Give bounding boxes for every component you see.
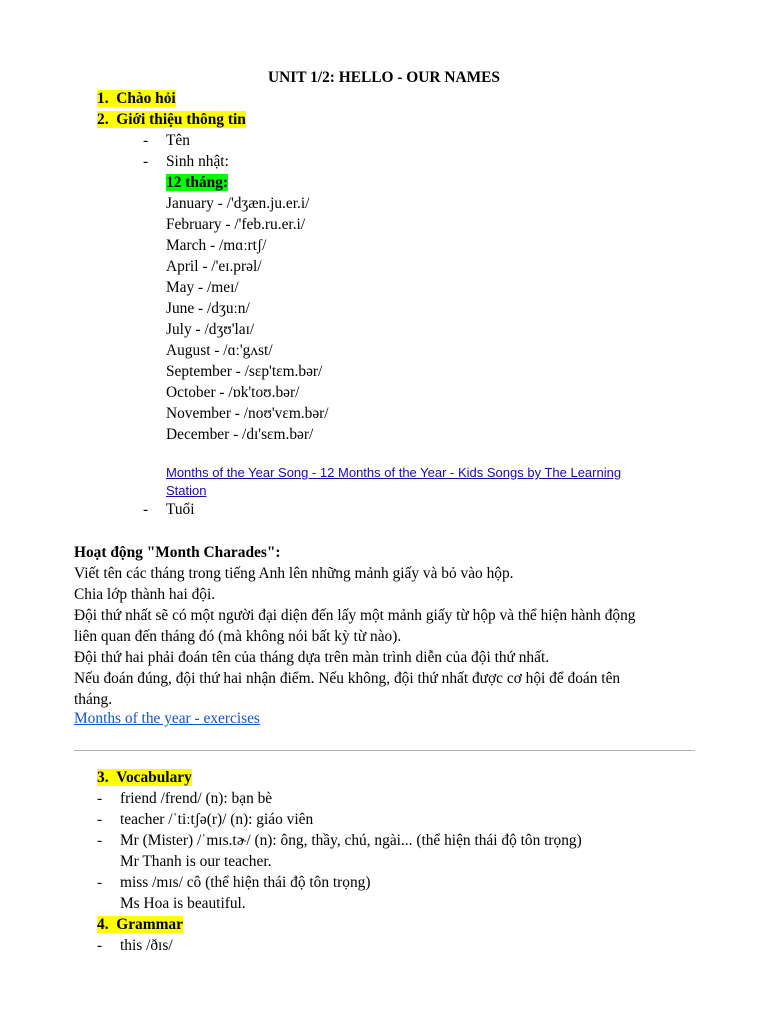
dash-bullet: - bbox=[97, 937, 103, 954]
section-3-number: 3. bbox=[97, 769, 109, 786]
dash-bullet: - bbox=[97, 790, 103, 807]
section-1-number: 1. bbox=[97, 90, 109, 107]
dash-bullet: - bbox=[97, 832, 103, 849]
section-3-label: Vocabulary bbox=[116, 769, 192, 786]
vocab-mr-example: Mr Thanh is our teacher. bbox=[120, 853, 272, 870]
activity-line: Đội thứ nhất sẽ có một người đại diện đến lấy một mảnh giấy từ hộp và thể hiện hành động bbox=[74, 607, 636, 624]
month-item: September - /sɛp'tɛm.bər/ bbox=[166, 363, 323, 380]
dash-bullet: - bbox=[143, 132, 149, 149]
info-item-name: Tên bbox=[166, 132, 190, 149]
activity-line: Đội thứ hai phải đoán tên của tháng dựa trên màn trình diễn của đội thứ nhất. bbox=[74, 649, 550, 666]
vocab-miss: miss /mɪs/ cô (thể hiện thái độ tôn trọng) bbox=[120, 874, 371, 891]
month-item: December - /dɪ'sɛm.bər/ bbox=[166, 426, 314, 443]
activity-line: Nếu đoán đúng, đội thứ hai nhận điểm. Nếu không, đội thứ nhất được cơ hội để đoán tên bbox=[74, 670, 621, 687]
section-3-heading bbox=[97, 768, 192, 788]
dash-bullet: - bbox=[143, 501, 149, 518]
month-item: May - /meɪ/ bbox=[166, 279, 239, 296]
vocab-teacher: teacher /ˈtiːtʃə(r)/ (n): giáo viên bbox=[120, 811, 314, 828]
page-title: UNIT 1/2: HELLO - OUR NAMES bbox=[268, 69, 500, 86]
horizontal-divider bbox=[74, 750, 695, 751]
month-item: April - /'eɪ.prəl/ bbox=[166, 258, 262, 275]
month-item: October - /ɒk'toʊ.bər/ bbox=[166, 384, 300, 401]
section-1-heading bbox=[97, 89, 176, 109]
section-1-label: Chào hỏi bbox=[116, 90, 176, 107]
months-heading: 12 tháng: bbox=[166, 174, 228, 191]
exercise-link[interactable]: Months of the year - exercises bbox=[74, 710, 260, 727]
month-item: November - /noʊ'vɛm.bər/ bbox=[166, 405, 329, 422]
vocab-friend: friend /frend/ (n): bạn bè bbox=[120, 790, 273, 807]
activity-line: Chia lớp thành hai đội. bbox=[74, 586, 216, 603]
month-item: March - /mɑːrtʃ/ bbox=[166, 237, 267, 254]
song-link-line-2[interactable]: Station bbox=[166, 483, 207, 498]
month-item: January - /'dʒæn.ju.er.i/ bbox=[166, 195, 310, 212]
info-item-birthday: Sinh nhật: bbox=[166, 153, 229, 170]
song-link-line-1[interactable]: Months of the Year Song - 12 Months of the Year - Kids Songs by The Learning bbox=[166, 465, 622, 480]
activity-heading: Hoạt động "Month Charades": bbox=[74, 544, 281, 561]
activity-line: Viết tên các tháng trong tiếng Anh lên những mảnh giấy và bỏ vào hộp. bbox=[74, 565, 514, 582]
section-2-label: Giới thiệu thông tin bbox=[116, 111, 246, 128]
section-4-heading bbox=[97, 915, 183, 935]
activity-line: tháng. bbox=[74, 691, 113, 708]
month-item: July - /dʒʊ'laɪ/ bbox=[166, 321, 255, 338]
info-item-age: Tuổi bbox=[166, 501, 195, 518]
section-4-number: 4. bbox=[97, 916, 109, 933]
section-2-heading bbox=[97, 110, 246, 130]
grammar-this: this /ðɪs/ bbox=[120, 937, 173, 954]
dash-bullet: - bbox=[97, 874, 103, 891]
vocab-miss-example: Ms Hoa is beautiful. bbox=[120, 895, 246, 912]
section-2-number: 2. bbox=[97, 111, 109, 128]
month-item: February - /'feb.ru.er.i/ bbox=[166, 216, 306, 233]
month-item: August - /ɑː'gʌst/ bbox=[166, 342, 273, 359]
dash-bullet: - bbox=[143, 153, 149, 170]
month-item: June - /dʒuːn/ bbox=[166, 300, 250, 317]
section-4-label: Grammar bbox=[116, 916, 183, 933]
vocab-mr: Mr (Mister) /ˈmɪs.tɚ/ (n): ông, thầy, chú, ngài... (thể hiện thái độ tôn trọng) bbox=[120, 832, 582, 849]
activity-line: liên quan đến tháng đó (mà không nói bất kỳ từ nào). bbox=[74, 628, 402, 645]
dash-bullet: - bbox=[97, 811, 103, 828]
